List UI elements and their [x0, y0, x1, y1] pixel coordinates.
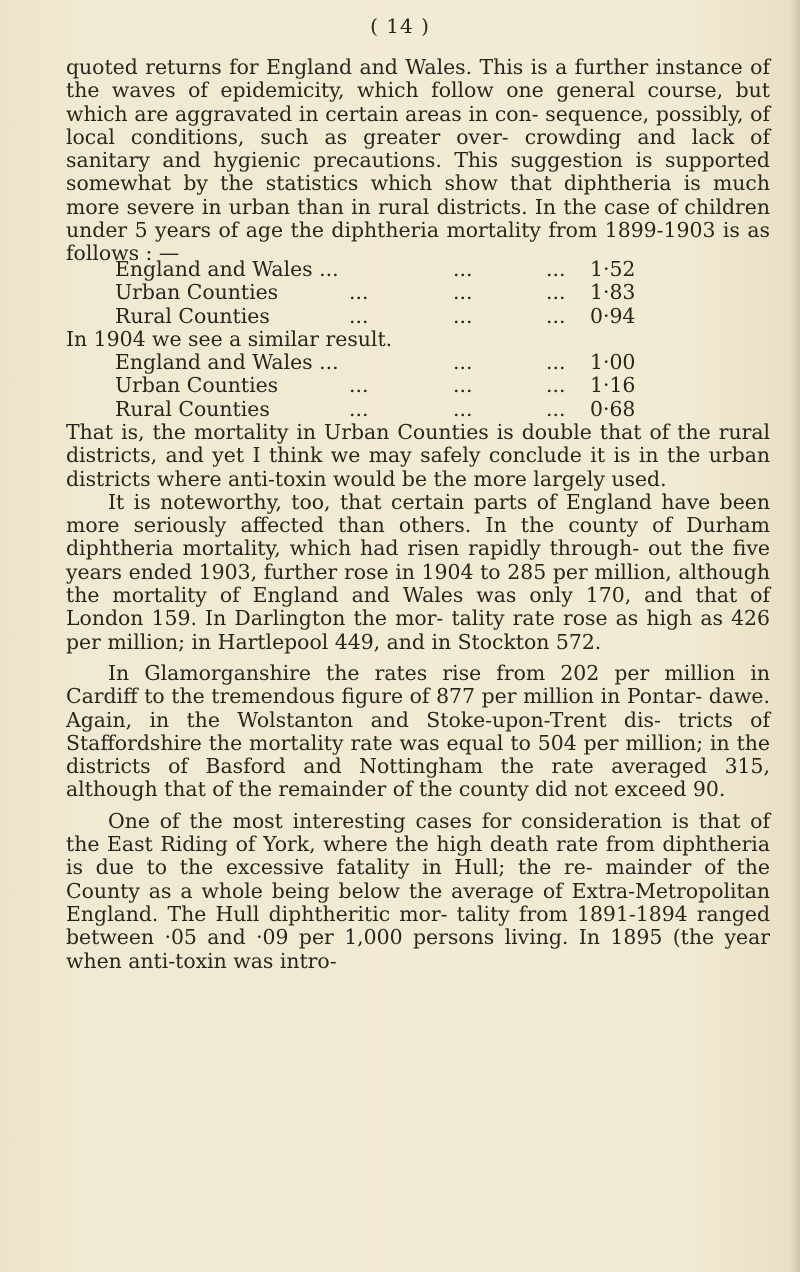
table-row — [115, 374, 675, 397]
leader-dots: ... — [453, 396, 473, 421]
intro-paragraph: quoted returns for England and Wales. This is a further instance of the waves of epidemicity, which follow one general course, but which are aggravated in certain areas in con- sequence, possibly, of local conditions, such as greater over- crowding and lack of sanitary and hygienic precautions. This suggestion is supported somewhat by the statistics which show that diphtheria is much more severe in urban than in rural districts. In the case of children under 5 years of age the diphtheria mortality from 1899-1903 is as follows : — — [66, 55, 770, 266]
row-value: 0·68 — [590, 396, 636, 421]
leader-dots: ... — [349, 373, 369, 398]
intro-paragraph-block — [66, 56, 770, 266]
row-value: 1·52 — [590, 257, 636, 281]
paragraph-east-riding: One of the most interesting cases for consideration is that of the East Riding of York, where the high death rate from diphtheria is due to the excessive fatality in Hull; the re- mainder of the County as a whole being below the average of Extra-Metropolitan England. The Hull diphtheritic mor- tality from 1891-1894 ranged between ·05 and ·09 per 1,000 persons living. In 1895 (the year when anti-toxin was intro- — [66, 808, 770, 973]
paragraph-glamorganshire: In Glamorganshire the rates rise from 202 per million in Cardiff to the tremendous figure of 877 per million in Pontar- dawe. Again, in the Wolstanton and Stoke-upon-Trent dis- tricts of Staffordshire the mortality rate was equal to 504 per million; in the districts of Basford and Nottingham the rate averaged 315, although that of the remainder of the county did not exceed 90. — [66, 660, 770, 802]
leader-dots: ... — [349, 280, 369, 305]
paragraph-urban-rural: That is, the mortality in Urban Counties is double that of the rural districts, and yet I think we may safely conclude it is in the urban districts where anti-toxin would be the more largely used. — [66, 420, 770, 491]
leader-dots: ... — [546, 257, 566, 281]
leader-dots: ... — [453, 373, 473, 398]
page-number: ( 14 ) — [370, 14, 430, 38]
row-label: Urban Counties — [115, 373, 279, 398]
leader-dots: ... — [453, 350, 473, 374]
mortality-table-1899-1903 — [115, 258, 675, 328]
row-label: England and Wales ... — [115, 257, 339, 281]
table-row — [115, 258, 675, 281]
leader-dots: ... — [546, 373, 566, 398]
leader-dots: ... — [546, 350, 566, 374]
leader-dots: ... — [546, 396, 566, 421]
leader-dots: ... — [453, 303, 473, 328]
table-row — [115, 351, 675, 374]
leader-dots: ... — [349, 303, 369, 328]
leader-dots: ... — [453, 280, 473, 305]
row-value: 1·00 — [590, 350, 636, 374]
table-row — [115, 305, 675, 328]
mortality-table-1904 — [115, 351, 675, 421]
row-value: 1·83 — [590, 280, 636, 305]
leader-dots: ... — [546, 303, 566, 328]
row-label: England and Wales ... — [115, 350, 339, 374]
row-label: Rural Counties — [115, 303, 270, 328]
row-value: 1·16 — [590, 373, 636, 398]
paragraph-durham: It is noteworthy, too, that certain parts of England have been more seriously affected than others. In the county of Durham diphtheria mortality, which had risen rapidly through- out the five years ended 1903, further rose in 1904 to 285 per million, although the mortality of England and Wales was only 170, and that of London 159. In Darlington the mor- tality rate rose as high as 426 per million; in Hartlepool 449, and in Stockton 572. — [66, 489, 770, 654]
similar-result-line: In 1904 we see a similar result. — [66, 327, 393, 351]
row-label: Urban Counties — [115, 280, 279, 305]
row-label: Rural Counties — [115, 396, 270, 421]
table-row — [115, 398, 675, 421]
table-row — [115, 281, 675, 304]
body-text-block — [66, 421, 770, 973]
leader-dots: ... — [546, 280, 566, 305]
row-value: 0·94 — [590, 303, 636, 328]
leader-dots: ... — [453, 257, 473, 281]
page-edge-shadow — [790, 0, 800, 1272]
leader-dots: ... — [349, 396, 369, 421]
